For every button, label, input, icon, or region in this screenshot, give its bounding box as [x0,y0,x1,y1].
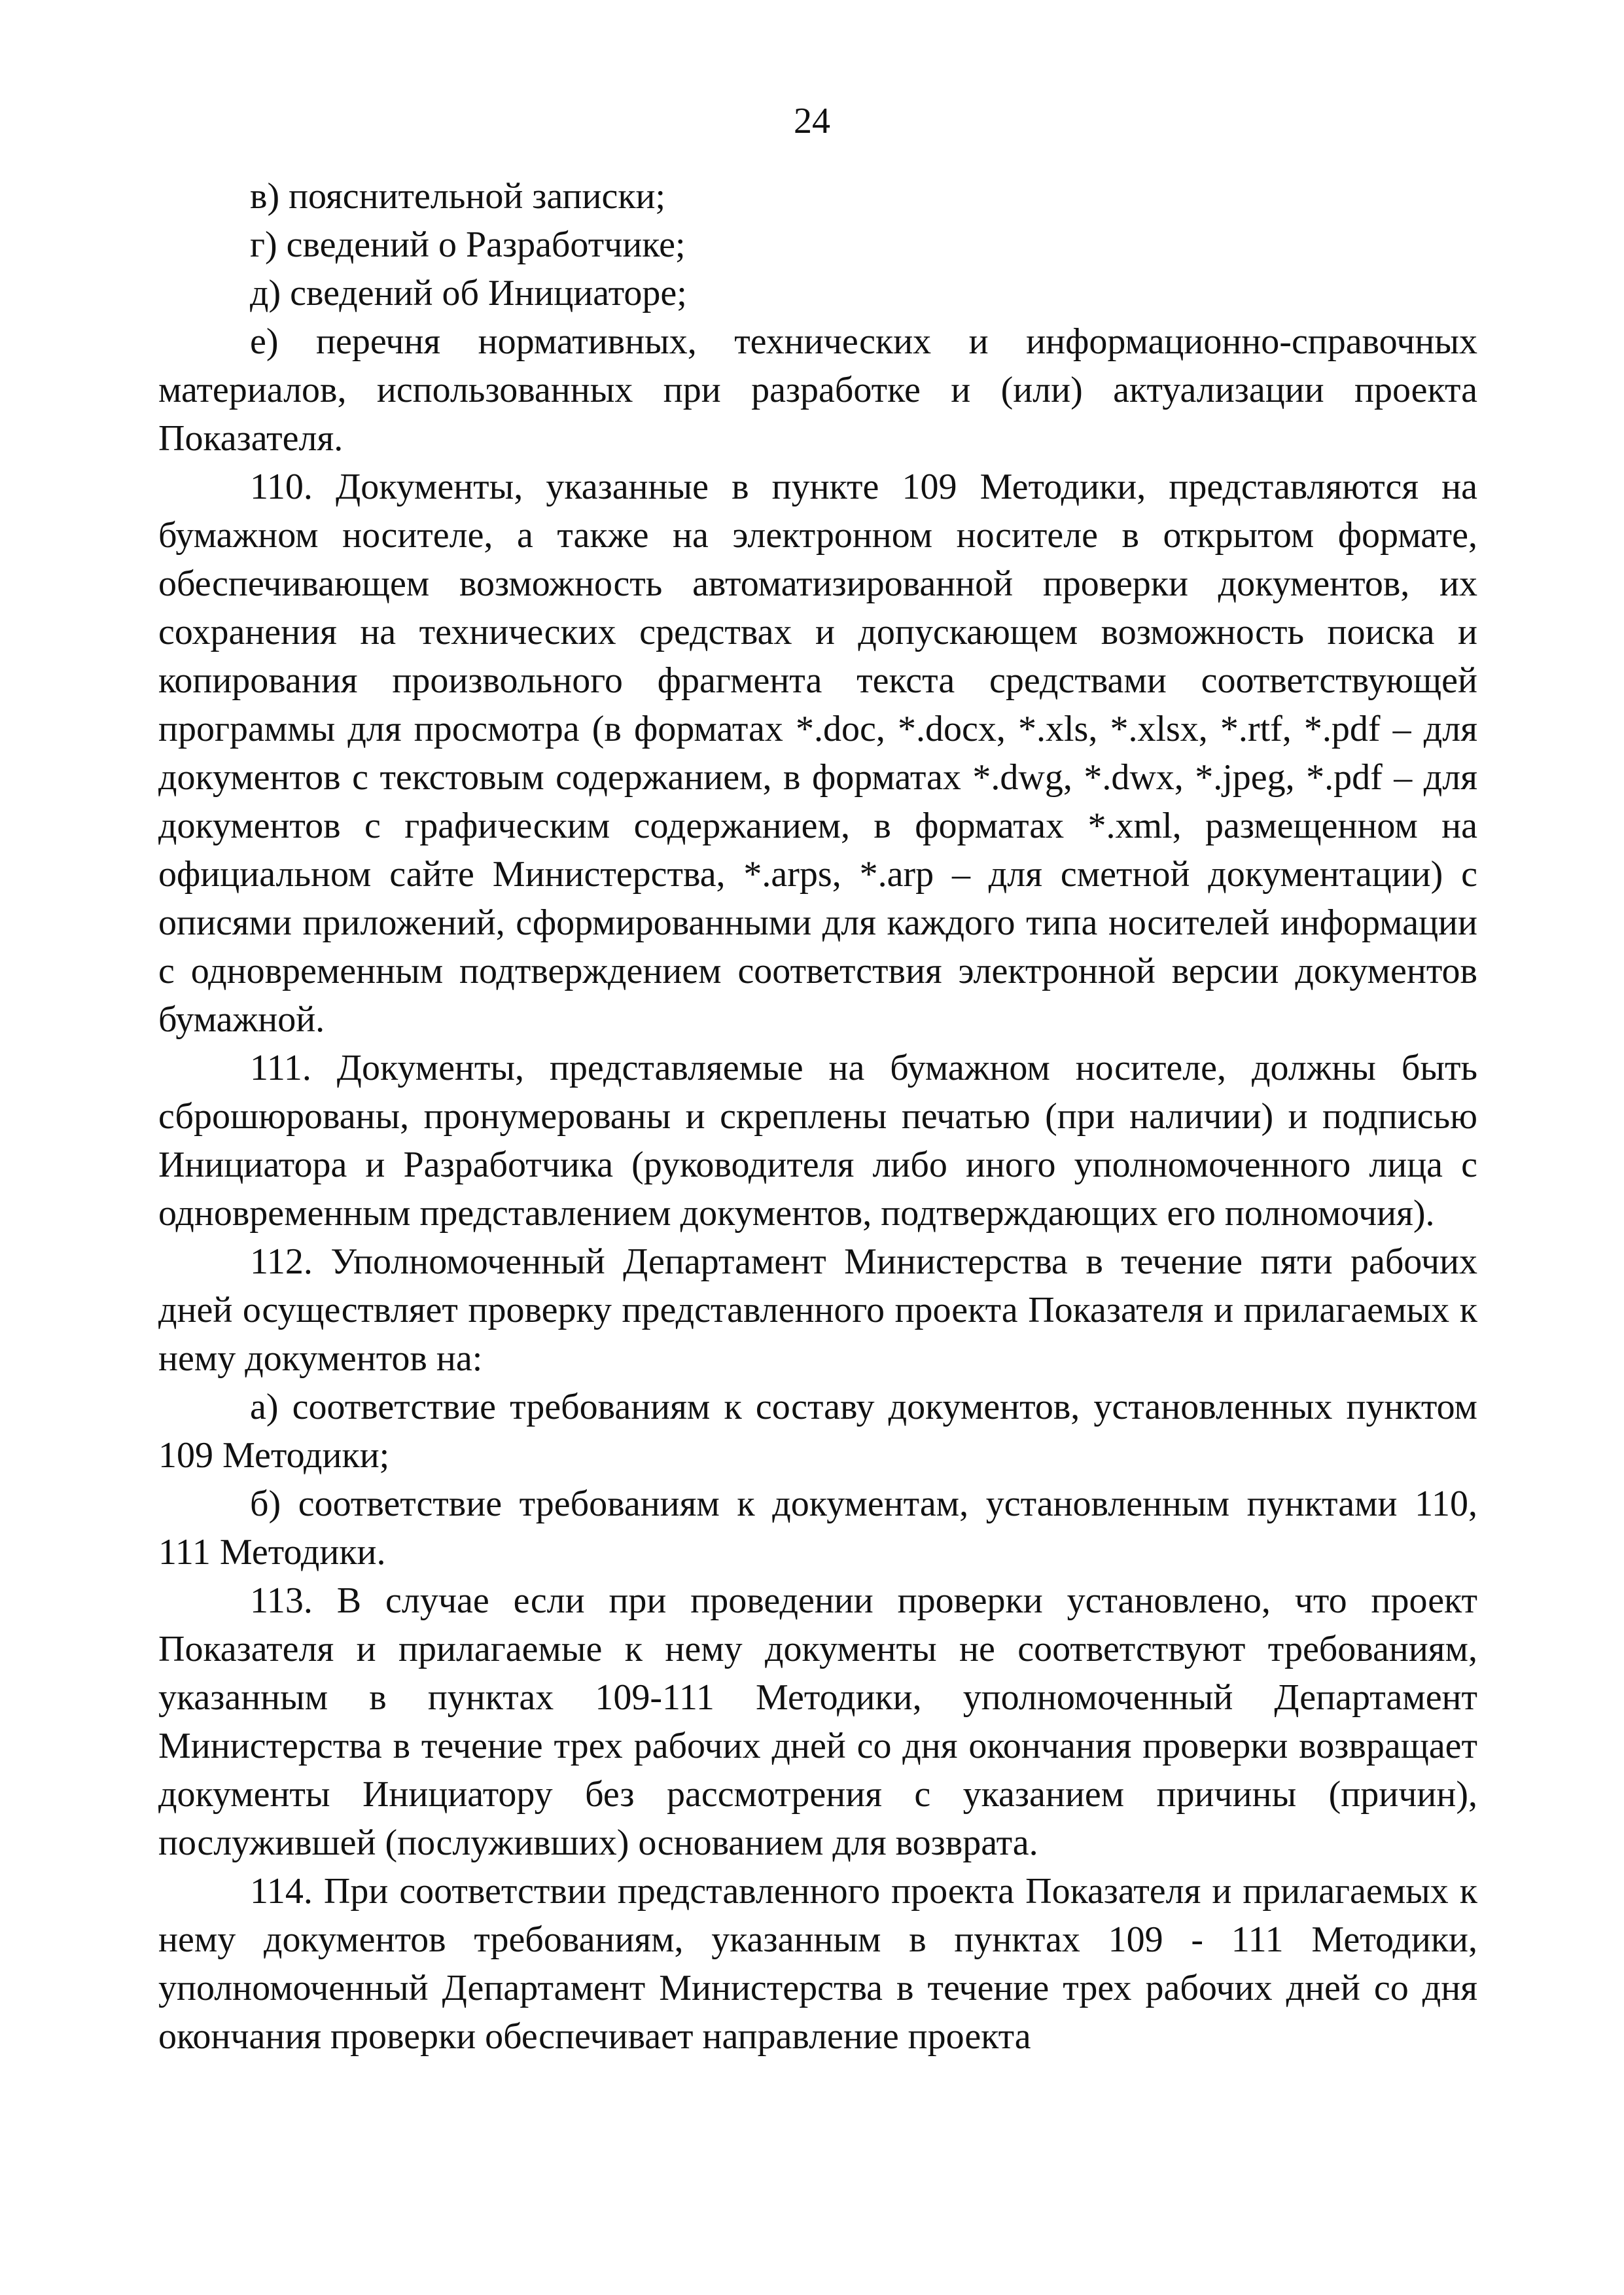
clause-111: 111. Документы, представляемые на бумажном носителе, должны быть сброшюрованы, пронумерованы и скреплены печатью (при наличии) и подписью Инициатора и Разработчика (руководителя либо иного уполномоченного лица с одновременным представлением документов, подтверждающих его полномочия). [158,1048,1477,1234]
clause-110: 110. Документы, указанные в пункте 109 Методики, представляются на бумажном носителе, а также на электронном носителе в открытом формате, обеспечивающем возможность автоматизированной проверки документов, их сохранения на технических средствах и допускающем возможность поиска и копирования произвольного фрагмента текста средствами соответствующей программы для просмотра (в форматах *.doc, *.docx, *.xls, *.xlsx, *.rtf, *.pdf – для документов с текстовым содержанием, в форматах *.dwg, *.dwx, *.jpeg, *.pdf – для документов с графическим содержанием, в форматах *.xml, размещенном на официальном сайте Министерства, *.arps, *.arp – для сметной документации) с описями приложений, сформированными для каждого типа носителей информации с одновременным подтверждением соответствия электронной версии документов бумажной. [158,467,1477,1040]
clause-114: 114. При соответствии представленного проекта Показателя и прилагаемых к нему документов требованиям, указанным в пунктах 109 - 111 Методики, уполномоченный Департамент Министерства в течение трех рабочих дней со дня окончания проверки обеспечивает направление проекта [158,1871,1477,2057]
clause-112: 112. Уполномоченный Департамент Министерства в течение пяти рабочих дней осуществляет проверку представленного проекта Показателя и прилагаемых к нему документов на: [158,1241,1477,1379]
list-item-g: г) сведений о Разработчике; [250,224,686,265]
list-item-e: е) перечня нормативных, технических и информационно-справочных материалов, использованных при разработке и (или) актуализации проекта Показателя. [158,321,1477,459]
clause-112-item-a: а) соответствие требованиям к составу документов, установленных пунктом 109 Методики; [158,1387,1477,1476]
list-item-d: д) сведений об Инициаторе; [250,273,687,313]
list-item-v: в) пояснительной записки; [250,176,666,217]
document-body [158,172,1477,2061]
page-number: 24 [794,101,830,141]
clause-113: 113. В случае если при проведении проверки установлено, что проект Показателя и прилагаемые к нему документы не соответствуют требованиям, указанным в пунктах 109-111 Методики, уполномоченный Департамент Министерства в течение трех рабочих дней со дня окончания проверки возвращает документы Инициатору без рассмотрения с указанием причины (причин), послужившей (послуживших) основанием для возврата. [158,1580,1477,1863]
clause-112-item-b: б) соответствие требованиям к документам, установленным пунктами 110, 111 Методики. [158,1484,1477,1573]
